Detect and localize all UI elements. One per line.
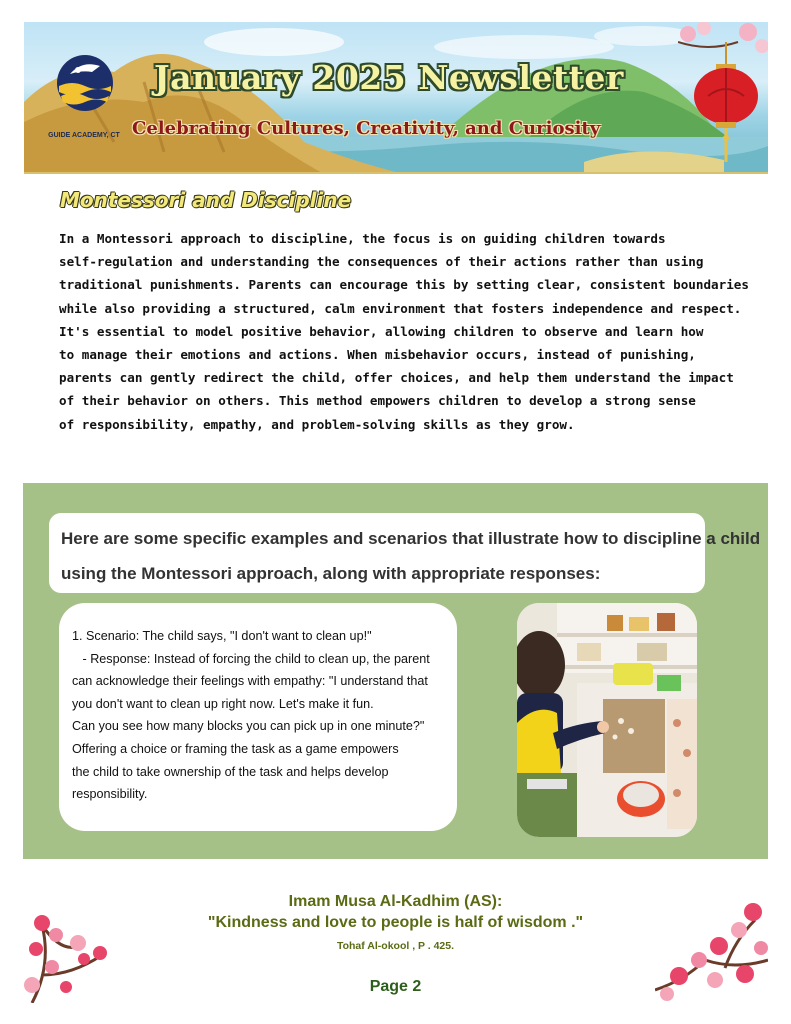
scenario-card <box>59 603 457 831</box>
article-line: of responsibility, empathy, and problem-solving skills as they grow. <box>59 416 575 432</box>
page-number: Page 2 <box>369 978 422 995</box>
article-line: to manage their emotions and actions. When misbehavior occurs, instead of punishing, <box>59 347 696 363</box>
scenario-line: Can you see how many blocks you can pick up in one minute?" <box>72 719 425 734</box>
article-line: self-regulation and understanding the consequences of their actions rather than using <box>59 254 704 270</box>
examples-intro-card <box>49 513 761 593</box>
intro-line: using the Montessori approach, along with appropriate responses: <box>61 564 601 583</box>
article-line: parents can gently redirect the child, offer choices, and help them understand the impact <box>59 370 734 386</box>
article-heading: Montessori and Discipline <box>60 188 352 212</box>
scenario-line: Offering a choice or framing the task as a game empowers <box>72 741 399 756</box>
mountain-landscape <box>24 22 768 174</box>
article-line: traditional punishments. Parents can encourage this by setting clear, consistent boundaries <box>59 277 749 293</box>
newsletter-banner <box>24 22 768 174</box>
scenario-line: - Response: Instead of forcing the child to clean up, the parent <box>72 651 430 666</box>
examples-panel <box>23 483 768 859</box>
article-line: of their behavior on others. This method empowers children to develop a strong sense <box>59 393 696 409</box>
quote-source: Tohaf Al-okool , P . 425. <box>336 940 455 952</box>
scenario-line: 1. Scenario: The child says, "I don't want to clean up!" <box>72 629 372 643</box>
scenario-line: the child to take ownership of the task and helps develop <box>72 764 389 779</box>
red-lantern-icon <box>678 22 768 174</box>
banner-subtitle: Celebrating Cultures, Creativity, and Curiosity <box>132 118 601 139</box>
school-logo-icon <box>54 52 116 114</box>
article-line: In a Montessori approach to discipline, the focus is on guiding children towards <box>59 231 666 246</box>
intro-line: Here are some specific examples and scenarios that illustrate how to discipline a child <box>61 529 761 548</box>
scenario-line: can acknowledge their feelings with empathy: "I understand that <box>72 674 428 689</box>
article-line: while also providing a structured, calm environment that fosters independence and respect. <box>59 300 742 316</box>
quote-text: "Kindness and love to people is half of wisdom ." <box>207 914 584 931</box>
banner-title: January 2025 Newsletter <box>154 58 624 97</box>
scenario-line: you don't want to clean up right now. Let's make it fun. <box>72 696 374 711</box>
child-at-work-photo <box>517 603 697 837</box>
article-body <box>59 227 764 436</box>
scenario-line: responsibility. <box>72 787 148 802</box>
quote-author: Imam Musa Al-Kadhim (AS): <box>288 893 503 910</box>
logo-caption: GUIDE ACADEMY, CT <box>48 132 120 139</box>
article-line: It's essential to model positive behavior, allowing children to observe and learn how <box>59 323 704 339</box>
